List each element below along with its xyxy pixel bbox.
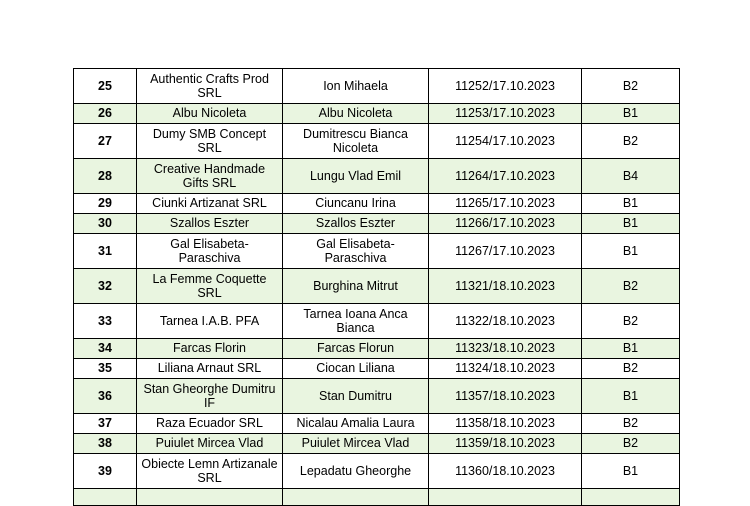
empty-cell [582, 489, 680, 506]
table-row [74, 454, 680, 489]
empty-cell [74, 489, 137, 506]
row-number-cell: 37 [74, 414, 137, 434]
representative-cell: Farcas Florun [283, 339, 429, 359]
table-row [74, 339, 680, 359]
category-cell: B1 [582, 104, 680, 124]
category-cell: B1 [582, 379, 680, 414]
registration-number-cell: 11266/17.10.2023 [429, 214, 582, 234]
company-cell: Obiecte Lemn Artizanale SRL [137, 454, 283, 489]
row-number-cell: 30 [74, 214, 137, 234]
registration-number-cell: 11360/18.10.2023 [429, 454, 582, 489]
company-cell: Stan Gheorghe Dumitru IF [137, 379, 283, 414]
registration-number-cell: 11324/18.10.2023 [429, 359, 582, 379]
company-cell: Creative Handmade Gifts SRL [137, 159, 283, 194]
registration-number-cell: 11322/18.10.2023 [429, 304, 582, 339]
registration-number-cell: 11264/17.10.2023 [429, 159, 582, 194]
registration-table [73, 68, 680, 506]
representative-cell: Tarnea Ioana Anca Bianca [283, 304, 429, 339]
representative-cell: Puiulet Mircea Vlad [283, 434, 429, 454]
row-number-cell: 38 [74, 434, 137, 454]
table-row [74, 434, 680, 454]
row-number-cell: 27 [74, 124, 137, 159]
row-number-cell: 36 [74, 379, 137, 414]
company-cell: Dumy SMB Concept SRL [137, 124, 283, 159]
representative-cell: Gal Elisabeta-Paraschiva [283, 234, 429, 269]
category-cell: B1 [582, 214, 680, 234]
row-number-cell: 39 [74, 454, 137, 489]
empty-cell [429, 489, 582, 506]
empty-cell [283, 489, 429, 506]
representative-cell: Ciuncanu Irina [283, 194, 429, 214]
row-number-cell: 34 [74, 339, 137, 359]
category-cell: B2 [582, 414, 680, 434]
company-cell: Gal Elisabeta-Paraschiva [137, 234, 283, 269]
representative-cell: Lungu Vlad Emil [283, 159, 429, 194]
table-row [74, 104, 680, 124]
registration-number-cell: 11253/17.10.2023 [429, 104, 582, 124]
registration-number-cell: 11321/18.10.2023 [429, 269, 582, 304]
registration-number-cell: 11254/17.10.2023 [429, 124, 582, 159]
representative-cell: Burghina Mitrut [283, 269, 429, 304]
company-cell: Authentic Crafts Prod SRL [137, 69, 283, 104]
table-body [74, 69, 680, 506]
representative-cell: Stan Dumitru [283, 379, 429, 414]
representative-cell: Lepadatu Gheorghe [283, 454, 429, 489]
registration-number-cell: 11252/17.10.2023 [429, 69, 582, 104]
category-cell: B2 [582, 359, 680, 379]
registration-number-cell: 11359/18.10.2023 [429, 434, 582, 454]
company-cell: Szallos Eszter [137, 214, 283, 234]
row-number-cell: 32 [74, 269, 137, 304]
company-cell: Ciunki Artizanat SRL [137, 194, 283, 214]
table-row [74, 159, 680, 194]
row-number-cell: 29 [74, 194, 137, 214]
table-row [74, 379, 680, 414]
representative-cell: Szallos Eszter [283, 214, 429, 234]
table-row [74, 359, 680, 379]
representative-cell: Albu Nicoleta [283, 104, 429, 124]
category-cell: B2 [582, 304, 680, 339]
table-row [74, 414, 680, 434]
representative-cell: Ciocan Liliana [283, 359, 429, 379]
category-cell: B2 [582, 69, 680, 104]
registration-number-cell: 11265/17.10.2023 [429, 194, 582, 214]
row-number-cell: 35 [74, 359, 137, 379]
representative-cell: Dumitrescu Bianca Nicoleta [283, 124, 429, 159]
registration-number-cell: 11357/18.10.2023 [429, 379, 582, 414]
category-cell: B1 [582, 339, 680, 359]
table-row [74, 234, 680, 269]
category-cell: B4 [582, 159, 680, 194]
company-cell: Albu Nicoleta [137, 104, 283, 124]
category-cell: B1 [582, 454, 680, 489]
company-cell: La Femme Coquette SRL [137, 269, 283, 304]
category-cell: B2 [582, 434, 680, 454]
row-number-cell: 25 [74, 69, 137, 104]
category-cell: B1 [582, 194, 680, 214]
category-cell: B2 [582, 124, 680, 159]
category-cell: B2 [582, 269, 680, 304]
table-row [74, 214, 680, 234]
company-cell: Raza Ecuador SRL [137, 414, 283, 434]
registration-number-cell: 11323/18.10.2023 [429, 339, 582, 359]
row-number-cell: 33 [74, 304, 137, 339]
table-row [74, 269, 680, 304]
table-row [74, 304, 680, 339]
table-row [74, 194, 680, 214]
representative-cell: Nicalau Amalia Laura [283, 414, 429, 434]
company-cell: Tarnea I.A.B. PFA [137, 304, 283, 339]
table-row [74, 124, 680, 159]
row-number-cell: 28 [74, 159, 137, 194]
company-cell: Farcas Florin [137, 339, 283, 359]
representative-cell: Ion Mihaela [283, 69, 429, 104]
registration-number-cell: 11267/17.10.2023 [429, 234, 582, 269]
registration-number-cell: 11358/18.10.2023 [429, 414, 582, 434]
row-number-cell: 26 [74, 104, 137, 124]
company-cell: Puiulet Mircea Vlad [137, 434, 283, 454]
category-cell: B1 [582, 234, 680, 269]
table-row-cut-off [74, 489, 680, 506]
empty-cell [137, 489, 283, 506]
company-cell: Liliana Arnaut SRL [137, 359, 283, 379]
row-number-cell: 31 [74, 234, 137, 269]
table-row [74, 69, 680, 104]
